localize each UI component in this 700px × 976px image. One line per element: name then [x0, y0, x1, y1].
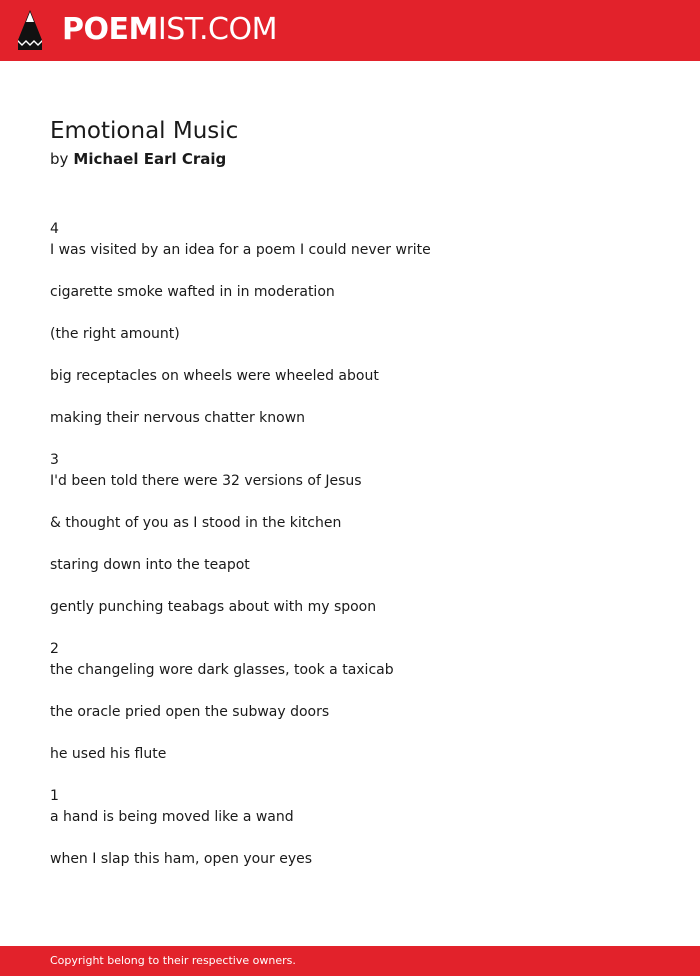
site-footer: [0, 946, 700, 976]
poem-section: [50, 450, 650, 618]
poem-line: the changeling wore dark glasses, took a taxicab: [50, 662, 394, 678]
poem-line: big receptacles on wheels were wheeled about: [50, 368, 379, 384]
byline: [50, 149, 226, 169]
by-label: by: [50, 150, 69, 168]
poem-line: I'd been told there were 32 versions of Jesus: [50, 473, 362, 489]
poem-line: & thought of you as I stood in the kitchen: [50, 515, 342, 531]
site-header: [0, 0, 700, 61]
section-number: 2: [50, 641, 59, 657]
poem-line: the oracle pried open the subway doors: [50, 704, 330, 720]
copyright-notice: Copyright belong to their respective owners.: [50, 954, 296, 967]
author-name: Michael Earl Craig: [73, 150, 227, 168]
poem-body: [50, 219, 650, 891]
logo-bold-text: POEM: [62, 12, 158, 47]
poem-line: (the right amount): [50, 326, 180, 342]
poem-line: staring down into the teapot: [50, 557, 250, 573]
poem-section: [50, 786, 650, 870]
site-logo[interactable]: [62, 12, 277, 48]
section-number: 3: [50, 452, 59, 468]
poem-title: Emotional Music: [50, 118, 239, 144]
poem-line: a hand is being moved like a wand: [50, 809, 294, 825]
section-number: 1: [50, 788, 59, 804]
poem-section: [50, 219, 650, 429]
poem-line: when I slap this ham, open your eyes: [50, 851, 313, 867]
poem-line: he used his flute: [50, 746, 167, 762]
logo-light-text: IST.COM: [157, 12, 277, 47]
poem-line: cigarette smoke wafted in in moderation: [50, 284, 335, 300]
pencil-icon[interactable]: [17, 10, 43, 52]
poem-line: I was visited by an idea for a poem I could never write: [50, 242, 431, 258]
poem-line: making their nervous chatter known: [50, 410, 306, 426]
poem-line: gently punching teabags about with my spoon: [50, 599, 377, 615]
section-number: 4: [50, 221, 59, 237]
poem-section: [50, 639, 650, 765]
